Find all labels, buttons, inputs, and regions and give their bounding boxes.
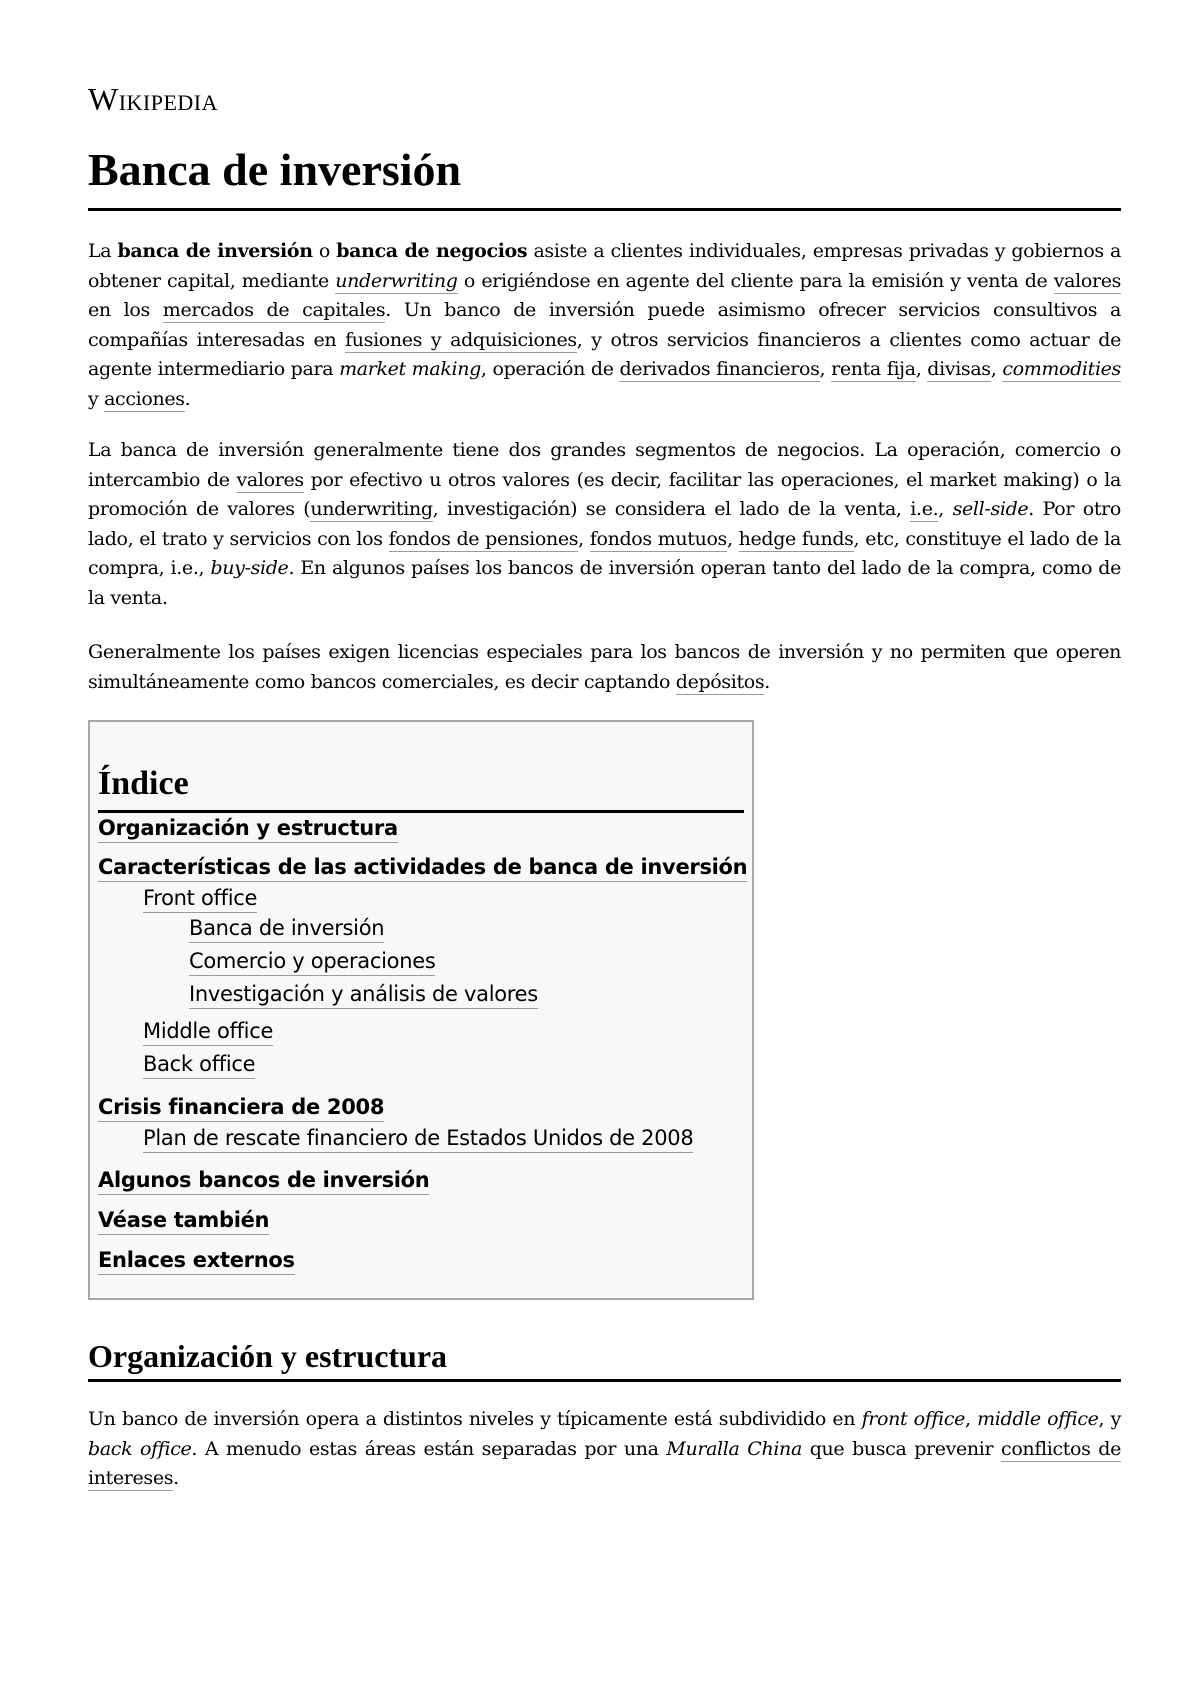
inline-link[interactable]: underwriting <box>310 498 433 520</box>
text-run: o <box>312 240 337 262</box>
toc-item[interactable]: Organización y estructura <box>98 818 398 843</box>
text-run: La banca de inversión generalmente tiene dos grandes segmentos de negocios. La operación, comercio o intercambio de <box>88 439 1121 491</box>
text-run: front office <box>861 1408 966 1430</box>
inline-link[interactable]: divisas <box>927 358 991 380</box>
text-run: , <box>726 527 739 550</box>
inline-link[interactable]: commodities <box>1002 358 1121 380</box>
inline-link[interactable]: renta fija <box>831 358 916 380</box>
text-run: banca de inversión <box>117 240 313 262</box>
text-run: , etc, constituye el lado de la compra, i.e., <box>88 527 1121 579</box>
text-run: , <box>965 1408 978 1430</box>
text-run: que busca prevenir <box>801 1437 1002 1460</box>
inline-link[interactable]: underwriting <box>335 269 458 292</box>
section-divider <box>88 1379 1121 1382</box>
text-run: por efectivo u otros valores (es decir, facilitar las operaciones, el market making) o la promoción de valores ( <box>88 468 1121 520</box>
inline-link[interactable]: hedge funds <box>738 527 854 550</box>
toc-item[interactable]: Comercio y operaciones <box>189 951 435 976</box>
toc-item[interactable]: Enlaces externos <box>98 1250 295 1275</box>
text-run: , <box>915 358 928 380</box>
text-run: Muralla China <box>666 1437 802 1460</box>
text-run: banca de negocios <box>336 240 528 262</box>
toc-item[interactable]: Características de las actividades de banca de inversión <box>98 857 747 882</box>
text-run: , y <box>1098 1408 1122 1430</box>
text-run: . Por otro lado, el trato y servicios con los <box>88 498 1121 550</box>
toc-item[interactable]: Algunos bancos de inversión <box>98 1170 429 1195</box>
text-run: , operación de <box>480 358 620 380</box>
toc-item[interactable]: Front office <box>143 888 257 913</box>
text-run: , <box>819 358 832 380</box>
text-run: . <box>764 670 770 693</box>
inline-link[interactable]: valores <box>1053 269 1121 292</box>
inline-link[interactable]: fondos de pensiones <box>388 527 579 550</box>
text-run: , <box>938 498 953 520</box>
text-run: Un banco de inversión opera a distintos niveles y típicamente está subdividido en <box>88 1408 862 1430</box>
text-run: , <box>578 527 590 550</box>
toc-item[interactable]: Back office <box>143 1054 255 1079</box>
text-run: o erigiéndose en agente del cliente para la emisión y venta de <box>457 269 1054 292</box>
text-run: en los <box>88 299 163 321</box>
text-run: y <box>88 387 105 410</box>
title-divider <box>88 208 1121 211</box>
text-run: . A menudo estas áreas están separadas por una <box>191 1437 667 1460</box>
inline-link[interactable]: i.e. <box>910 498 939 520</box>
text-run: sell-side <box>952 498 1029 520</box>
text-run: middle office <box>977 1408 1099 1430</box>
section-paragraph-1 <box>88 1405 1121 1494</box>
text-run: . <box>173 1467 179 1489</box>
text-run: . En algunos países los bancos de inversión operan tanto del lado de la compra, como de la venta. <box>88 557 1121 609</box>
inline-link[interactable]: valores <box>236 468 304 491</box>
table-of-contents <box>88 720 754 1300</box>
page-title: Banca de inversión <box>88 144 462 195</box>
text-run: , <box>990 358 1003 380</box>
inline-link[interactable]: fusiones y adquisiciones <box>345 328 577 351</box>
toc-item[interactable]: Investigación y análisis de valores <box>189 984 538 1009</box>
text-run: . Un banco de inversión puede asimismo ofrecer servicios consultivos a compañías interesadas en <box>88 299 1121 351</box>
toc-item[interactable]: Véase también <box>98 1210 269 1235</box>
inline-link[interactable]: acciones <box>104 387 185 410</box>
text-run: asiste a clientes individuales, empresas privadas y gobiernos a obtener capital, mediante <box>88 240 1121 292</box>
text-run: Generalmente los países exigen licencias especiales para los bancos de inversión y no permiten que operen simultáneamente como bancos comerciales, es decir captando <box>88 641 1121 693</box>
text-run: buy-side <box>210 557 289 579</box>
intro-paragraph-3 <box>88 638 1121 697</box>
toc-item[interactable]: Middle office <box>143 1021 273 1046</box>
text-run: market making <box>339 358 481 380</box>
text-run: La <box>88 240 118 262</box>
wikipedia-logo[interactable]: Wikipedia <box>88 81 219 117</box>
toc-title-divider <box>98 810 744 813</box>
inline-link[interactable]: depósitos <box>675 670 765 693</box>
inline-link[interactable]: derivados financieros <box>619 358 820 380</box>
toc-item[interactable]: Banca de inversión <box>189 918 384 943</box>
text-run: , investigación) se considera el lado de la venta, <box>432 498 911 520</box>
intro-paragraph-1 <box>88 237 1121 414</box>
toc-title: Índice <box>98 765 189 802</box>
text-run: , y otros servicios financieros a clientes como actuar de agente intermediario para <box>88 328 1121 380</box>
intro-paragraph-2 <box>88 436 1121 613</box>
text-run: . <box>184 387 191 410</box>
toc-item[interactable]: Crisis financiera de 2008 <box>98 1097 384 1122</box>
inline-link[interactable]: mercados de capitales <box>162 299 386 321</box>
inline-link[interactable]: fondos mutuos <box>589 527 727 550</box>
section-heading-organizacion: Organización y estructura <box>88 1338 448 1374</box>
inline-link[interactable]: conflictos de intereses <box>88 1437 1121 1489</box>
toc-item[interactable]: Plan de rescate financiero de Estados Unidos de 2008 <box>143 1128 693 1153</box>
text-run: back office <box>88 1437 192 1460</box>
